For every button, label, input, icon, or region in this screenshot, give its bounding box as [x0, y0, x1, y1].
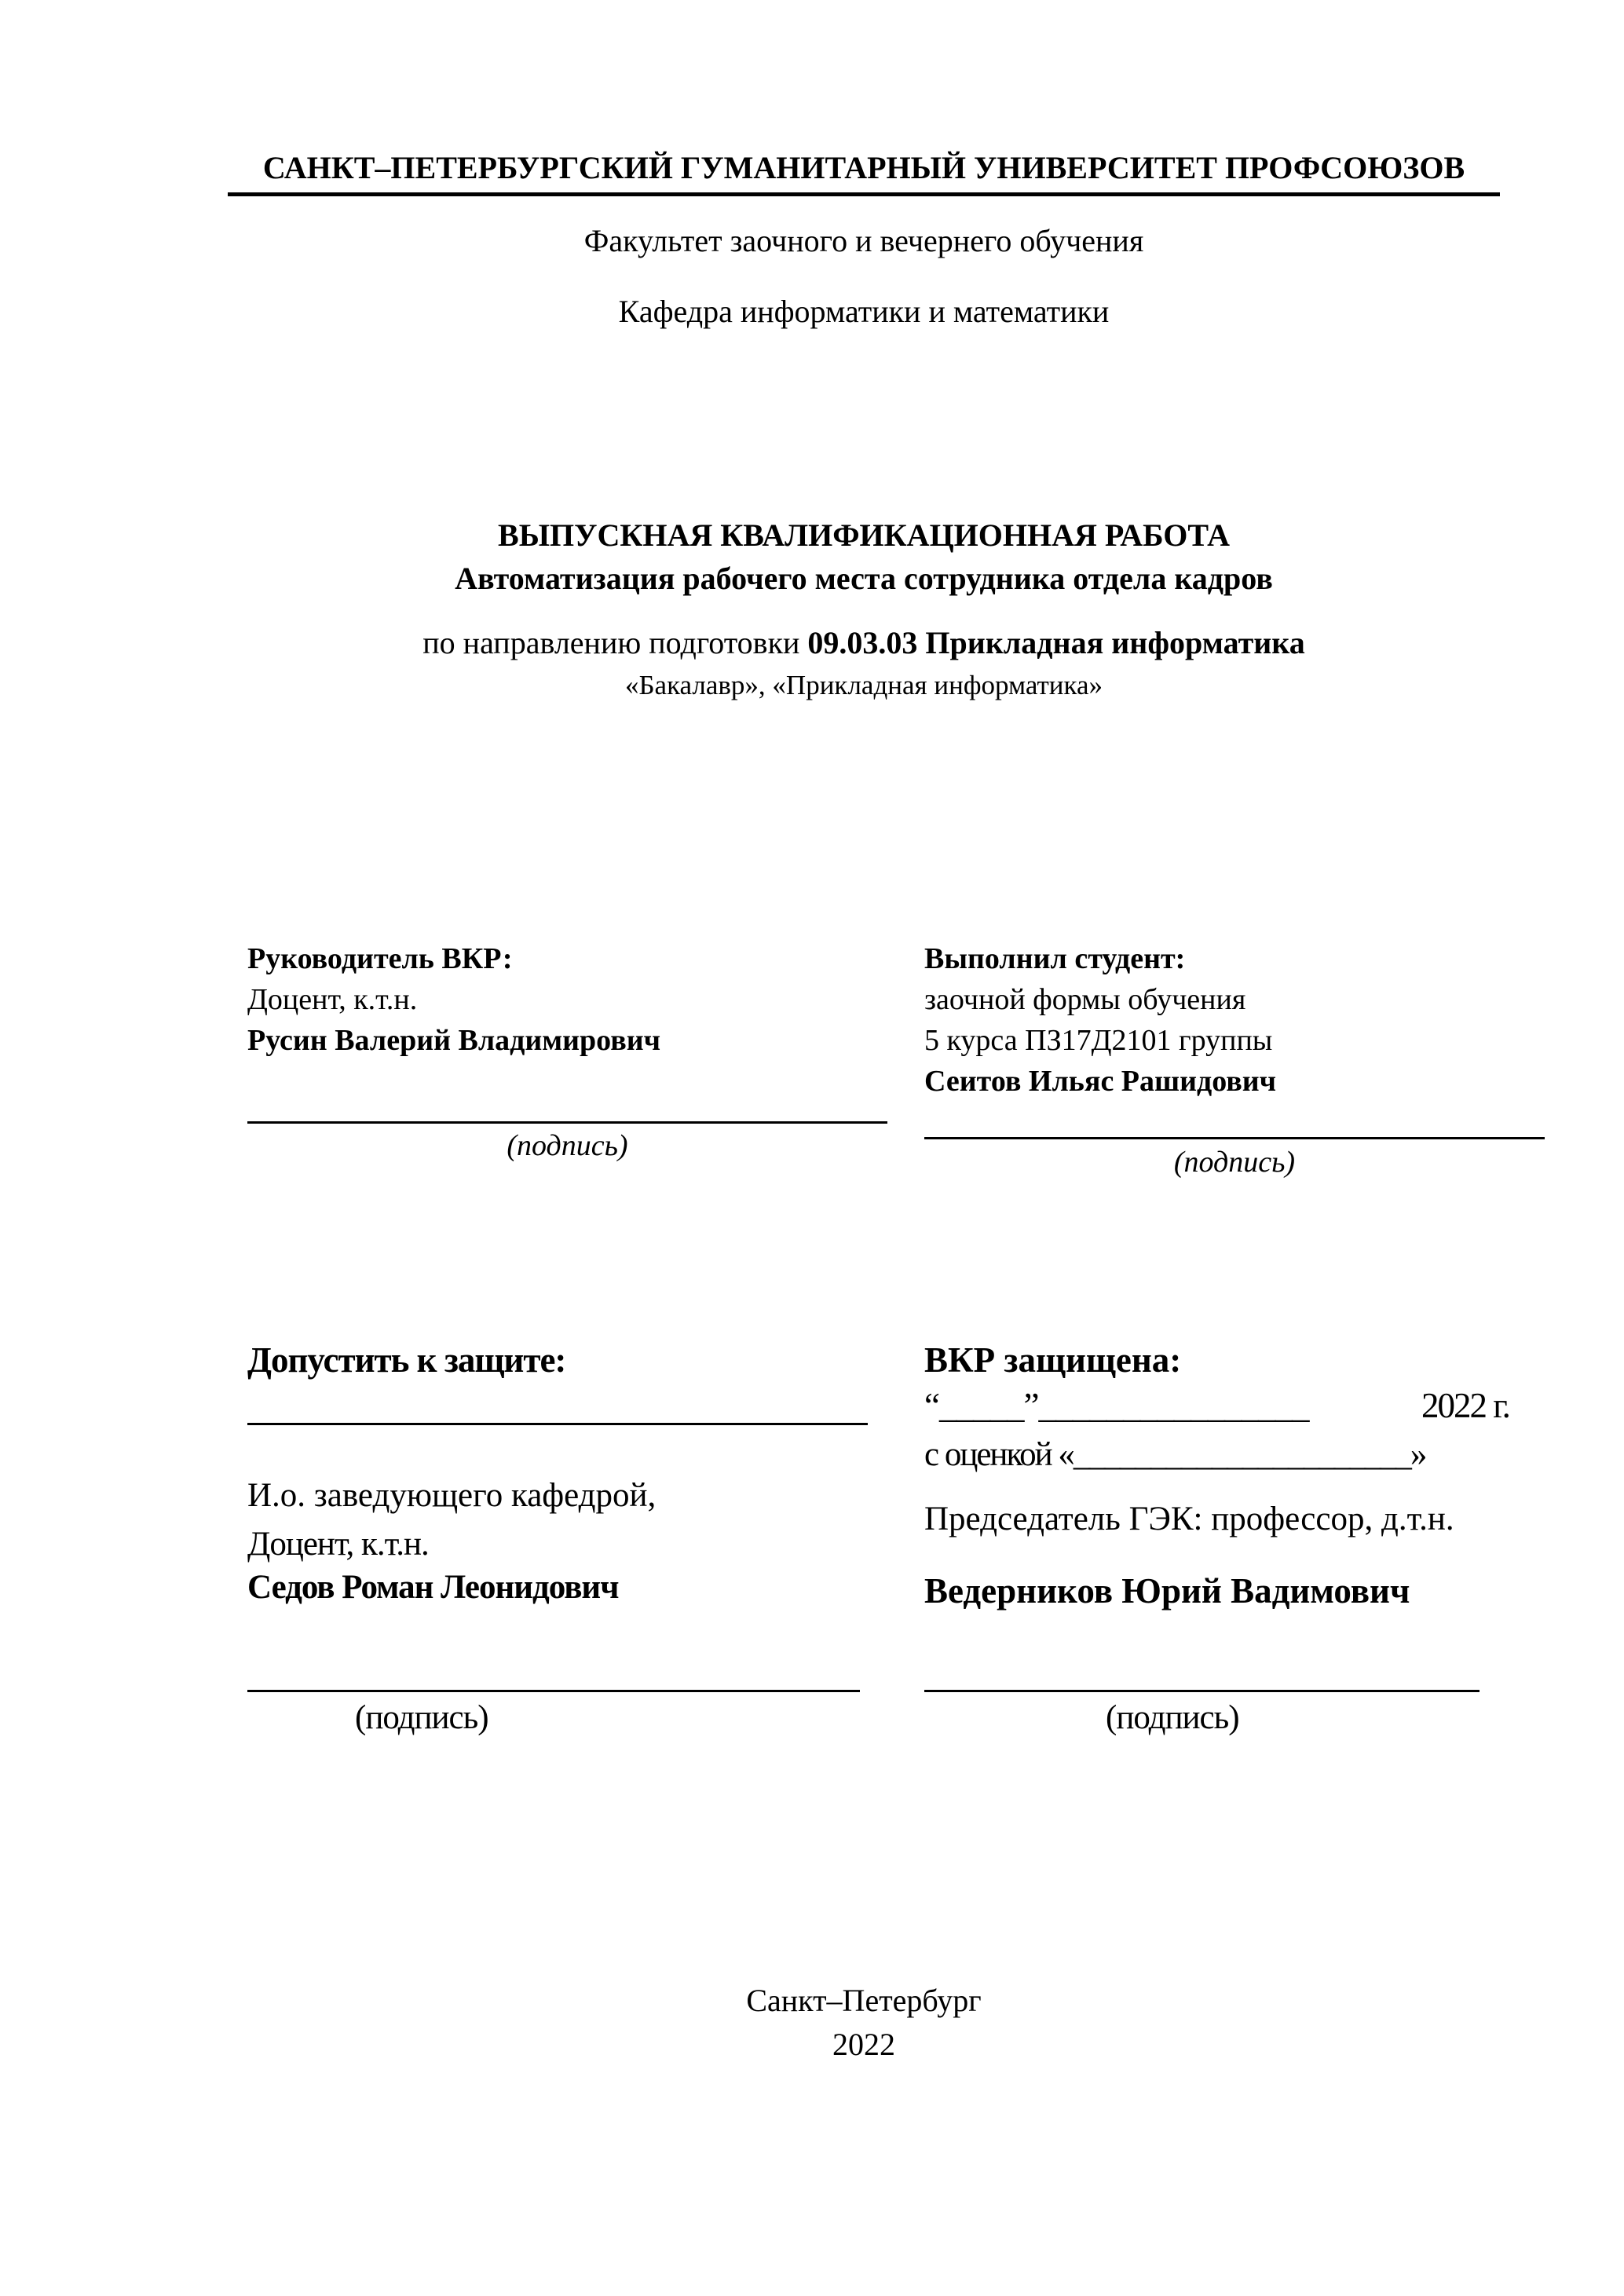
student-group: 5 курса ПЗ17Д2101 группы: [924, 1024, 1273, 1057]
direction-prefix: по направлению подготовки: [422, 625, 808, 660]
defense-signature-caption: (подпись): [1106, 1699, 1239, 1736]
supervisor-heading: Руководитель ВКР:: [247, 942, 513, 975]
city: Санкт–Петербург: [746, 1983, 982, 2018]
department-name: Кафедра информатики и математики: [618, 294, 1110, 329]
admission-signature-line[interactable]: [247, 1690, 860, 1692]
work-type: ВЫПУСКНАЯ КВАЛИФИКАЦИОННАЯ РАБОТА: [498, 517, 1230, 553]
header-rule: [228, 192, 1500, 196]
student-name: Сеитов Ильяс Рашидович: [924, 1065, 1277, 1098]
year: 2022: [832, 2027, 895, 2062]
direction-line: [0, 624, 1624, 661]
defense-year: 2022 г.: [1421, 1386, 1509, 1425]
university-name: САНКТ–ПЕТЕРБУРГСКИЙ ГУМАНИТАРНЫЙ УНИВЕРСИТЕТ ПРОФСОЮЗОВ: [262, 150, 1465, 185]
profile-line: «Бакалавр», «Прикладная информатика»: [624, 670, 1103, 700]
admission-position-2: Доцент, к.т.н.: [247, 1526, 429, 1563]
defense-chairman-name: Ведерников Юрий Вадимович: [924, 1571, 1410, 1610]
defense-grade-line: [924, 1435, 1425, 1474]
supervisor-block: [247, 938, 660, 1061]
direction-code: 09.03.03 Прикладная информатика: [807, 625, 1305, 660]
admission-approval-line[interactable]: [247, 1423, 868, 1425]
work-title: Автоматизация рабочего места сотрудника отдела кадров: [455, 561, 1273, 596]
admission-name: Седов Роман Леонидович: [247, 1569, 619, 1606]
supervisor-position: Доцент, к.т.н.: [247, 983, 418, 1016]
defense-heading: ВКР защищена:: [924, 1340, 1182, 1380]
faculty-name: Факультет заочного и вечернего обучения: [583, 223, 1144, 258]
admission-signature-caption: (подпись): [355, 1699, 488, 1736]
defense-date-line[interactable]: “_____”________________: [924, 1386, 1309, 1425]
supervisor-signature-caption: (подпись): [507, 1129, 628, 1162]
supervisor-signature-line[interactable]: [247, 1121, 887, 1124]
student-heading: Выполнил студент:: [924, 942, 1186, 975]
defense-chairman: Председатель ГЭК: профессор, д.т.н.: [924, 1501, 1454, 1537]
student-block: [924, 938, 1276, 1102]
admission-position-1: И.о. заведующего кафедрой,: [247, 1477, 657, 1514]
supervisor-name: Русин Валерий Владимирович: [247, 1024, 661, 1057]
defense-grade-suffix: »: [1410, 1436, 1426, 1473]
defense-signature-line[interactable]: [924, 1690, 1480, 1692]
student-signature-line[interactable]: [924, 1137, 1545, 1139]
student-form: заочной формы обучения: [924, 983, 1246, 1016]
defense-grade-prefix: с оценкой «: [924, 1436, 1074, 1473]
student-signature-caption: (подпись): [1173, 1146, 1296, 1179]
admission-heading: Допустить к защите:: [247, 1340, 566, 1380]
defense-grade-blank[interactable]: ______________________: [1073, 1436, 1410, 1473]
